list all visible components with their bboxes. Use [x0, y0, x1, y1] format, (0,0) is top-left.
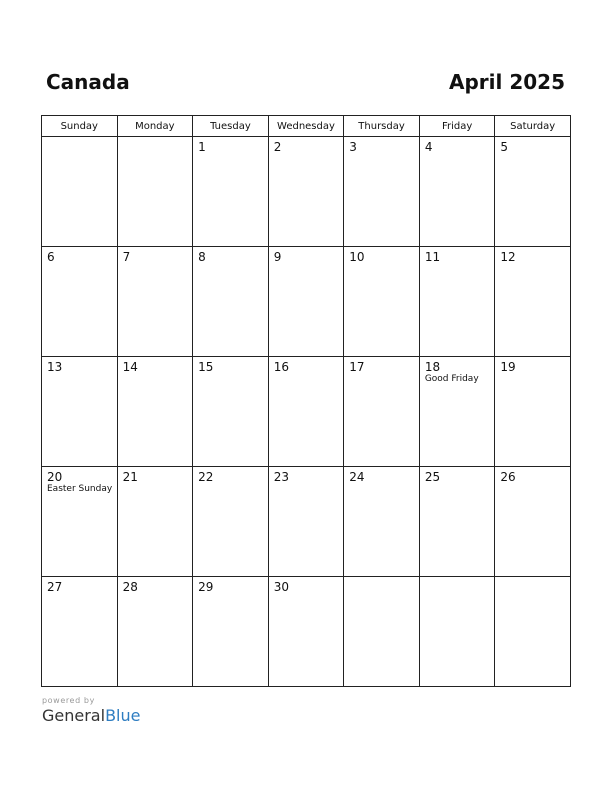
weekday-monday: Monday — [117, 116, 193, 137]
day-cell — [193, 137, 269, 247]
holiday-label: Easter Sunday — [47, 484, 113, 494]
weekday-thursday: Thursday — [344, 116, 420, 137]
day-number: 11 — [424, 250, 441, 264]
day-number: 4 — [424, 140, 433, 154]
holiday-label: Good Friday — [424, 374, 479, 384]
day-number: 28 — [122, 580, 138, 594]
day-cell — [495, 137, 571, 247]
day-cell — [268, 467, 344, 577]
calendar-body — [42, 137, 571, 687]
day-cell — [344, 357, 420, 467]
day-number: 14 — [122, 360, 138, 374]
day-cell — [117, 247, 193, 357]
day-cell — [419, 137, 495, 247]
day-number: 8 — [198, 250, 206, 264]
weekday-sunday: Sunday — [42, 116, 118, 137]
day-cell — [419, 577, 495, 687]
day-cell — [344, 467, 420, 577]
day-cell — [495, 357, 571, 467]
day-cell — [419, 247, 495, 357]
day-cell — [42, 357, 118, 467]
week-row — [42, 247, 571, 357]
weekday-friday: Friday — [419, 116, 495, 137]
day-cell — [268, 357, 344, 467]
day-cell — [193, 467, 269, 577]
footer — [42, 696, 140, 725]
week-row — [42, 357, 571, 467]
day-number: 23 — [273, 470, 289, 484]
day-number: 3 — [349, 140, 357, 154]
day-cell — [193, 357, 269, 467]
day-number: 17 — [349, 360, 365, 374]
day-number: 18 — [424, 360, 441, 374]
day-number: 19 — [500, 360, 516, 374]
week-row — [42, 467, 571, 577]
week-row — [42, 137, 571, 247]
day-cell — [344, 137, 420, 247]
day-cell — [193, 577, 269, 687]
day-number: 15 — [198, 360, 214, 374]
week-row — [42, 577, 571, 687]
weekday-wednesday: Wednesday — [268, 116, 344, 137]
day-number: 16 — [273, 360, 289, 374]
day-cell — [419, 467, 495, 577]
day-cell — [42, 247, 118, 357]
day-number: 2 — [273, 140, 282, 154]
day-number: 7 — [122, 250, 131, 264]
day-cell — [268, 137, 344, 247]
day-number: 10 — [349, 250, 365, 264]
day-cell — [193, 247, 269, 357]
day-number: 29 — [198, 580, 214, 594]
brand-logo — [42, 706, 140, 725]
day-cell — [117, 577, 193, 687]
country-title: Canada — [46, 70, 130, 94]
weekday-saturday: Saturday — [495, 116, 571, 137]
day-cell — [495, 467, 571, 577]
day-cell — [42, 137, 118, 247]
day-number: 9 — [273, 250, 282, 264]
day-number: 30 — [273, 580, 289, 594]
day-cell — [117, 137, 193, 247]
day-number: 25 — [424, 470, 441, 484]
day-number: 5 — [500, 140, 509, 154]
day-cell — [117, 467, 193, 577]
day-cell — [344, 247, 420, 357]
day-number: 27 — [47, 580, 63, 594]
day-number: 12 — [500, 250, 516, 264]
day-number: 20 — [47, 470, 63, 484]
day-cell — [419, 357, 495, 467]
day-number: 13 — [47, 360, 63, 374]
day-cell — [42, 577, 118, 687]
calendar-grid — [41, 115, 571, 687]
day-cell — [495, 247, 571, 357]
day-number: 24 — [349, 470, 365, 484]
day-number: 6 — [47, 250, 55, 264]
calendar-header — [41, 70, 570, 100]
day-number: 21 — [122, 470, 138, 484]
weekday-header-row — [42, 116, 571, 137]
day-cell — [344, 577, 420, 687]
day-number: 1 — [198, 140, 206, 154]
powered-by-text: powered by — [42, 696, 95, 705]
weekday-tuesday: Tuesday — [193, 116, 269, 137]
day-cell — [268, 247, 344, 357]
month-year-title: April 2025 — [449, 70, 565, 94]
brand-general: General — [42, 706, 106, 725]
day-number: 22 — [198, 470, 214, 484]
day-cell — [42, 467, 118, 577]
day-cell — [117, 357, 193, 467]
brand-blue: Blue — [105, 706, 141, 725]
day-number: 26 — [500, 470, 516, 484]
day-cell — [495, 577, 571, 687]
day-cell — [268, 577, 344, 687]
